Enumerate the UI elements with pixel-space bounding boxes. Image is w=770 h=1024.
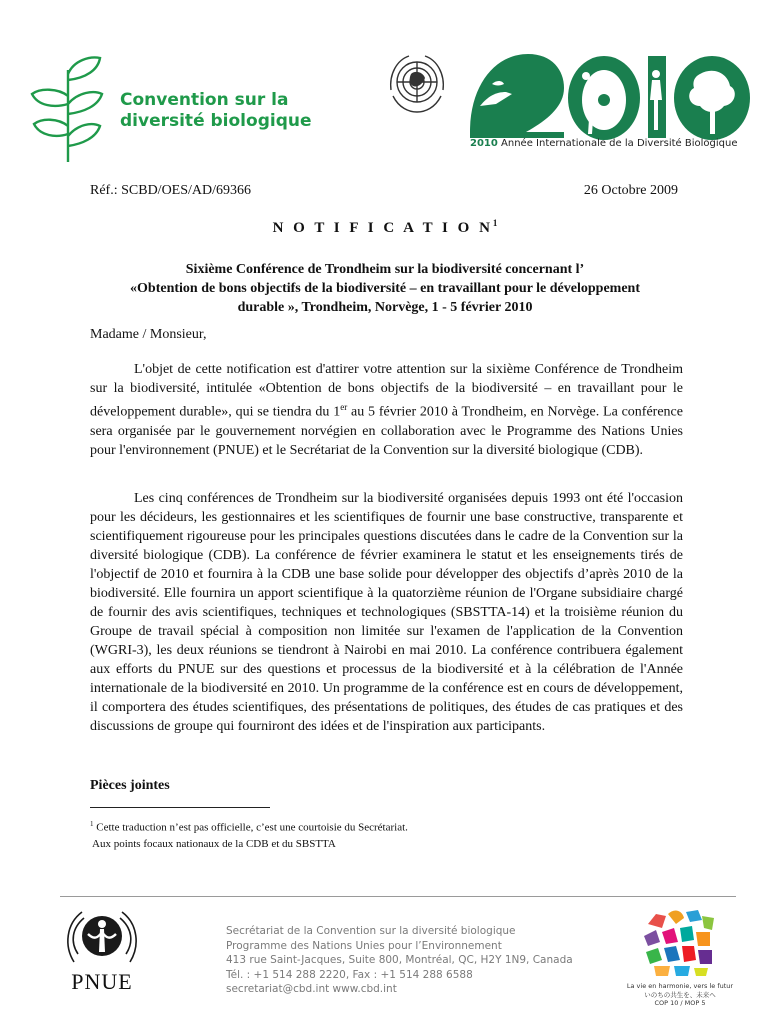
notification-title bbox=[0, 218, 770, 237]
cop-caption-line1: La vie en harmonie, vers le futur bbox=[626, 982, 734, 990]
document-date: 26 Octobre 2009 bbox=[583, 183, 678, 198]
salutation: Madame / Monsieur, bbox=[90, 327, 207, 342]
paragraph-1 bbox=[90, 360, 683, 460]
secretariat-line1: Secrétariat de la Convention sur la diversité biologique bbox=[226, 925, 516, 937]
secretariat-line3: 413 rue Saint-Jacques, Suite 800, Montréal, QC, H2Y 1N9, Canada bbox=[226, 954, 573, 966]
secretariat-line2: Programme des Nations Unies pour l’Environnement bbox=[226, 939, 502, 952]
unep-emblem-icon bbox=[62, 906, 142, 968]
footnote-number: 1 bbox=[90, 820, 94, 828]
un-emblem-icon bbox=[383, 50, 451, 118]
subject-line3: durable », Trondheim, Norvège, 1 - 5 février 2010 bbox=[237, 300, 533, 315]
iyb-2010-logo bbox=[466, 44, 756, 148]
cbd-name-line2: diversité biologique bbox=[120, 111, 312, 131]
cbd-name bbox=[120, 90, 312, 132]
footnote-mark: 1 bbox=[492, 218, 498, 228]
footnote bbox=[90, 816, 408, 852]
iyb-caption-text: Année Internationale de la Diversité Biologique bbox=[501, 138, 738, 149]
paragraph-1-sup: er bbox=[340, 402, 348, 412]
subject-line1: Sixième Conférence de Trondheim sur la biodiversité concernant l’ bbox=[185, 262, 585, 277]
footer-divider bbox=[60, 896, 736, 897]
unep-label: PNUE bbox=[71, 969, 133, 994]
reference-number: Réf.: SCBD/OES/AD/69366 bbox=[90, 183, 252, 198]
iyb-caption bbox=[470, 138, 737, 149]
cbd-name-line1: Convention sur la bbox=[120, 90, 289, 110]
attachments-heading: Pièces jointes bbox=[90, 778, 170, 793]
paragraph-2 bbox=[90, 489, 683, 736]
paragraph-1-part2: au 5 février 2010 à Trondheim, en Norvège. La conférence sera organisée par le gouvernement norvégien en collaboration avec le Programme des Nations Unies pour l'environnement (PNUE) et le Secrétariat de la Convention sur la diversité biologique (CDB). bbox=[90, 404, 683, 458]
footnote-text: Cette traduction n’est pas officielle, c’est une courtoisie du Secrétariat. bbox=[96, 821, 408, 834]
cop10-animals-logo bbox=[640, 906, 720, 978]
cop-caption-line2: いのちの共生を、未来へ bbox=[644, 990, 716, 999]
subject bbox=[92, 260, 678, 317]
paragraph-1-part1: L'objet de cette notification est d'attirer votre attention sur la sixième Conférence de Trondheim sur la biodiversité, intitulée «Obtention de bons objectifs de la biodiversité – en travaillant pour le développement durable», qui se tiendra du 1 bbox=[90, 362, 683, 420]
secretariat-line4: Tél. : +1 514 288 2220, Fax : +1 514 288 6588 bbox=[226, 968, 473, 981]
cbd-plant-logo bbox=[28, 52, 108, 164]
cop10-caption bbox=[620, 982, 740, 1008]
subject-line2: «Obtention de bons objectifs de la biodiversité – en travaillant pour le développement bbox=[130, 281, 640, 296]
cop-caption-line3: COP 10 / MOP 5 bbox=[654, 999, 706, 1007]
footnote-divider bbox=[90, 807, 270, 808]
secretariat-line5: secretariat@cbd.int www.cbd.int bbox=[226, 983, 397, 995]
secretariat-address bbox=[226, 924, 573, 997]
notification-title-text: N O T I F I C A T I O N bbox=[272, 220, 493, 236]
iyb-year: 2010 bbox=[470, 138, 498, 149]
recipients: Aux points focaux nationaux de la CDB et du SBSTTA bbox=[92, 837, 336, 850]
paragraph-2-text: Les cinq conférences de Trondheim sur la biodiversité organisées depuis 1993 ont été l'occasion pour les décideurs, les gestionnaires et les scientifiques de fournir une base constructive, transparente et scientifiquement rigoureuse pour les principales questions discutées dans le cadre de la Convention sur la diversité biologique (CDB). La conférence de février examinera le statut et les enseignements tirés de l'objectif de 2010 et fournira à la CDB une base solide pour développer des objectifs d’après 2010 de la biodiversité. Elle fournira un apport scientifique à la quatorzième réunion de l'Organe subsidiaire chargé de fournir des avis scientifiques, techniques et technologiques (SBSTTA-14) et la troisième réunion du Groupe de travail spécial à composition non limitée sur l'examen de l'application de la Convention (WGRI-3), les deux réunions se tiendront à Nairobi en mai 2010. La conférence contribuera également aux efforts du PNUE sur des questions et processus de la biodiversité et à la célébration de l'Année internationale de la biodiversité en 2010. Un programme de la conférence est en cours de développement, il comportera des études scientifiques, des présentations de politiques, des études de cas pratiques et des discussions de groupe qui fourniront des idées et de l'inspiration aux participants. bbox=[90, 491, 683, 734]
